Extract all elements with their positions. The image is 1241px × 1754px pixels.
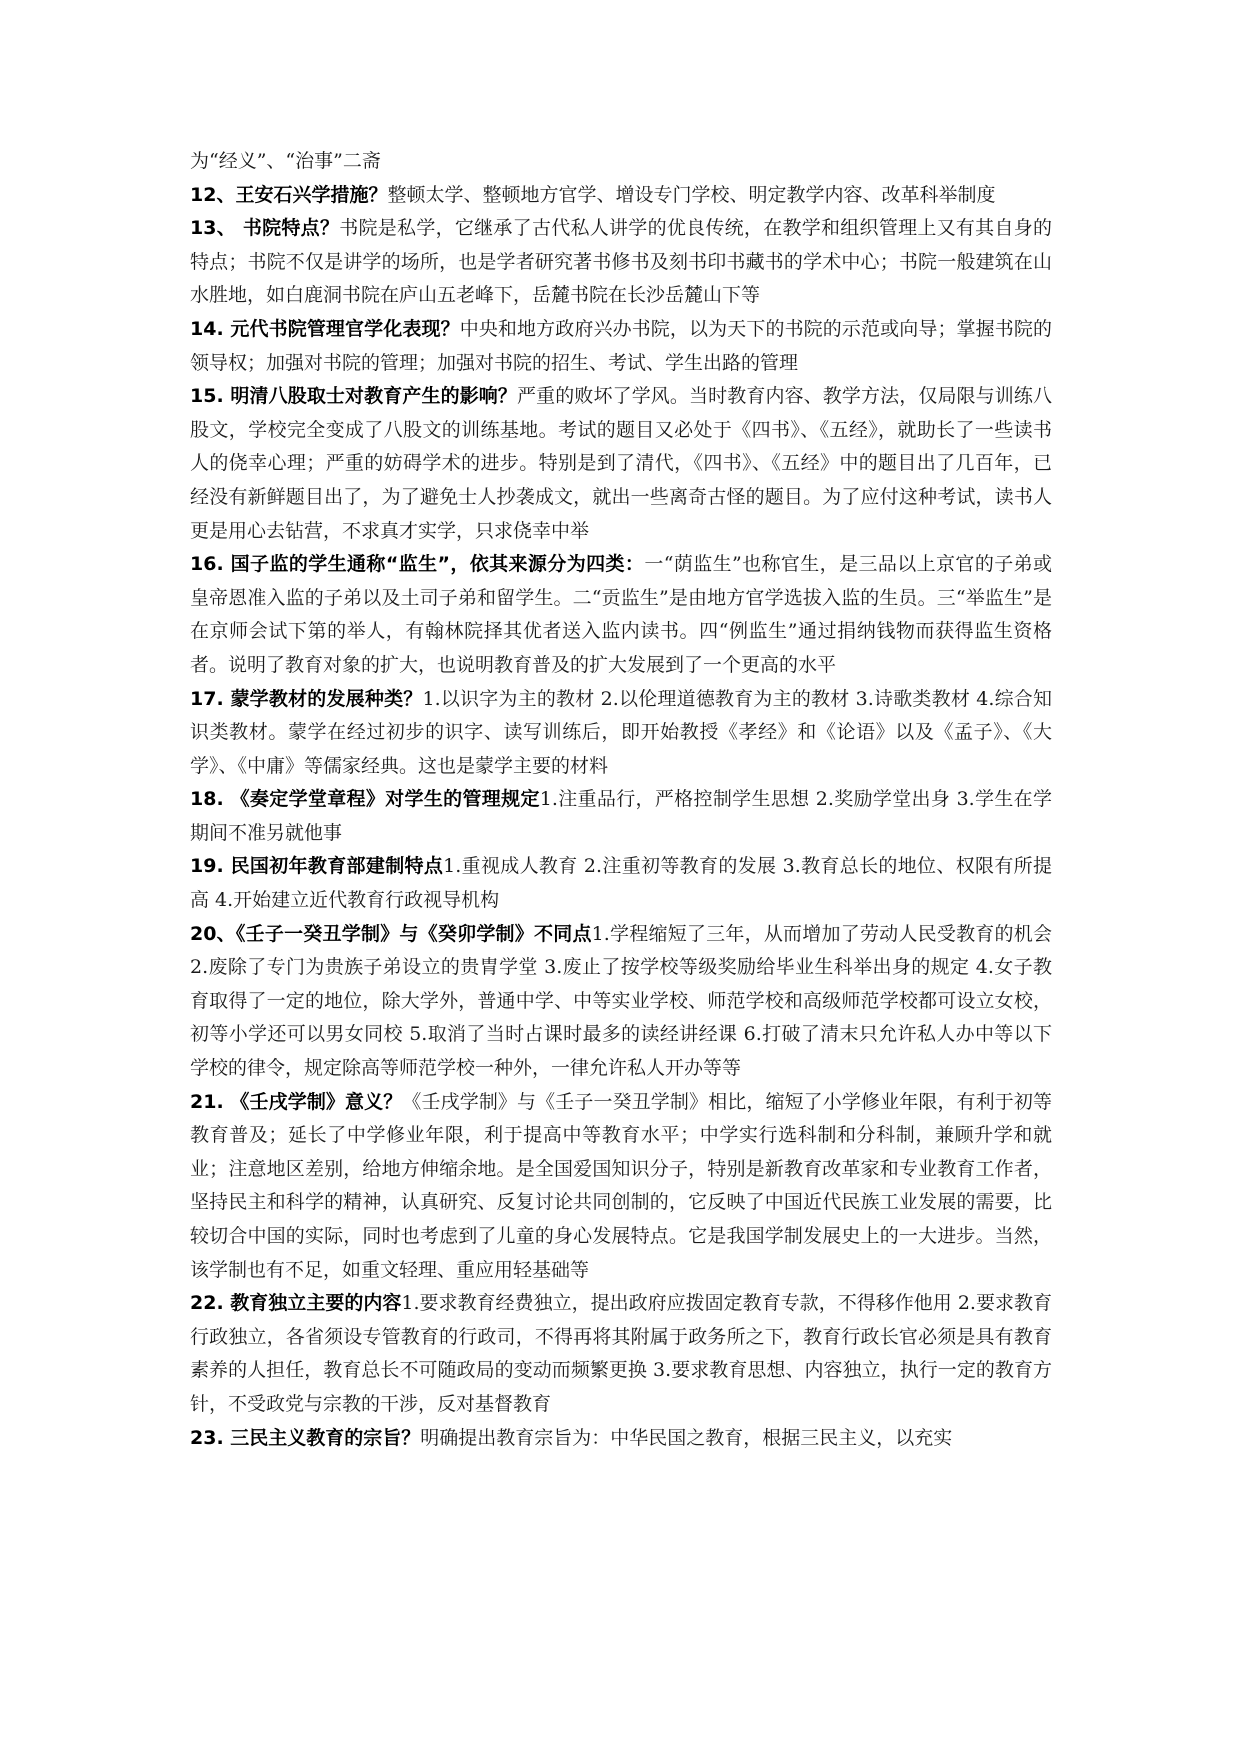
paragraph-intro: [190, 145, 1052, 179]
answer-text: 1.学程缩短了三年，从而增加了劳动人民受教育的机会 2.废除了专门为贵族子弟设立的贵胄学堂 3.废止了按学校等级奖励给毕业生科举出身的规定 4.女子教育取得了一定的地位，除大学外，普通中学、中等实业学校、师范学校和高级师范学校都可设立女校，初等小学还可以男女同校 5.取消了当时占课时最多的读经讲经课 6.打破了清末只允许私人办中等以下学校的律令，规定除高等师范学校一种外，一律允许私人开办等等: [190, 922, 1052, 1080]
paragraph-q22: [190, 1287, 1052, 1421]
answer-text: 1.重视成人教育 2.注重初等教育的发展 3.教育总长的地位、权限有所提高 4.开始建立近代教育行政视导机构: [190, 855, 1053, 912]
question-label: 23. 三民主义教育的宗旨？: [190, 1426, 421, 1449]
question-label: 21. 《壬戌学制》意义？: [190, 1090, 403, 1113]
question-label: 16. 国子监的学生通称“监生”，依其来源分为四类：: [190, 553, 645, 576]
answer-text: 整顿太学、整顿地方官学、增设专门学校、明定教学内容、改革科举制度: [387, 183, 996, 206]
paragraph-q12: [190, 179, 1052, 213]
paragraph-q13: [190, 212, 1052, 313]
question-label: 20、《壬子一癸丑学制》与《癸卯学制》不同点: [190, 922, 592, 945]
answer-text: 1.要求教育经费独立，提出政府应拨固定教育专款，不得移作他用 2.要求教育行政独立，各省须设专管教育的行政司，不得再将其附属于政务所之下，教育行政长官必须是具有教育素养的人担任，教育总长不可随政局的变动而频繁更换 3.要求教育思想、内容独立，执行一定的教育方针，不受政党与宗教的干涉，反对基督教育: [190, 1292, 1052, 1415]
question-label: 12、王安石兴学措施？: [190, 183, 388, 206]
paragraph-q19: [190, 850, 1052, 917]
answer-text: 严重的败坏了学风。当时教育内容、教学方法，仅局限与训练八股文，学校完全变成了八股文的训练基地。考试的题目又必处于《四书》、《五经》，就助长了一些读书人的侥幸心理；严重的妨碍学术的进步。特别是到了清代，《四书》、《五经》中的题目出了几百年，已经没有新鲜题目出了，为了避免士人抄袭成文，就出一些离奇古怪的题目。为了应付这种考试，读书人更是用心去钻营，不求真才实学，只求侥幸中举: [190, 385, 1052, 542]
answer-text: 《壬戌学制》与《壬子一癸丑学制》相比，缩短了小学修业年限，有利于初等教育普及；延长了中学修业年限，利于提高中等教育水平；中学实行选科制和分科制，兼顾升学和就业；注意地区差别，给地方伸缩余地。是全国爱国知识分子，特别是新教育改革家和专业教育工作者，坚持民主和科学的精神，认真研究、反复讨论共同创制的，它反映了中国近代民族工业发展的需要，比较切合中国的实际，同时也考虑到了儿童的身心发展特点。它是我国学制发展史上的一大进步。当然，该学制也有不足，如重文轻理、重应用轻基础等: [190, 1090, 1052, 1281]
paragraph-q18: [190, 783, 1052, 850]
answer-text: 中央和地方政府兴办书院，以为天下的书院的示范或向导；掌握书院的领导权；加强对书院的管理；加强对书院的招生、考试、学生出路的管理: [190, 317, 1052, 374]
document-page: [190, 145, 1052, 1455]
question-label: 18. 《奏定学堂章程》对学生的管理规定: [190, 788, 540, 811]
paragraph-q20: [190, 918, 1052, 1086]
paragraph-q23: [190, 1422, 1052, 1456]
paragraph-q15: [190, 380, 1052, 548]
paragraph-q16: [190, 548, 1052, 682]
answer-text: 书院是私学，它继承了古代私人讲学的优良传统，在教学和组织管理上又有其自身的特点；书院不仅是讲学的场所，也是学者研究著书修书及刻书印书藏书的学术中心；书院一般建筑在山水胜地，如白鹿洞书院在庐山五老峰下，岳麓书院在长沙岳麓山下等: [190, 217, 1052, 307]
paragraph-q21: [190, 1086, 1052, 1288]
answer-text: 一“荫监生”也称官生，是三品以上京官的子弟或皇帝恩准入监的子弟以及土司子弟和留学生。二“贡监生”是由地方官学选拔入监的生员。三“举监生”是在京师会试下第的举人，有翰林院择其优者送入监内读书。四“例监生”通过捐纳钱物而获得监生资格者。说明了教育对象的扩大，也说明教育普及的扩大发展到了一个更高的水平: [190, 553, 1053, 676]
question-label: 17. 蒙学教材的发展种类？: [190, 687, 423, 710]
answer-text: 为“经义”、“治事”二斋: [190, 150, 381, 172]
question-label: 13、 书院特点？: [190, 217, 340, 240]
paragraph-q17: [190, 683, 1052, 784]
question-label: 14. 元代书院管理官学化表现？: [190, 317, 460, 340]
answer-text: 1.以识字为主的教材 2.以伦理道德教育为主的教材 3.诗歌类教材 4.综合知识类教材。蒙学在经过初步的识字、读写训练后，即开始教授《孝经》和《论语》以及《孟子》、《大学》、《中庸》等儒家经典。这也是蒙学主要的材料: [190, 687, 1052, 777]
question-label: 19. 民国初年教育部建制特点: [190, 855, 444, 878]
answer-text: 1.注重品行，严格控制学生思想 2.奖励学堂出身 3.学生在学期间不准另就他事: [190, 788, 1052, 844]
question-label: 15. 明清八股取士对教育产生的影响？: [190, 385, 518, 408]
question-label: 22. 教育独立主要的内容: [190, 1292, 402, 1315]
paragraph-q14: [190, 313, 1052, 380]
answer-text: 明确提出教育宗旨为：中华民国之教育，根据三民主义，以充实: [420, 1426, 953, 1449]
